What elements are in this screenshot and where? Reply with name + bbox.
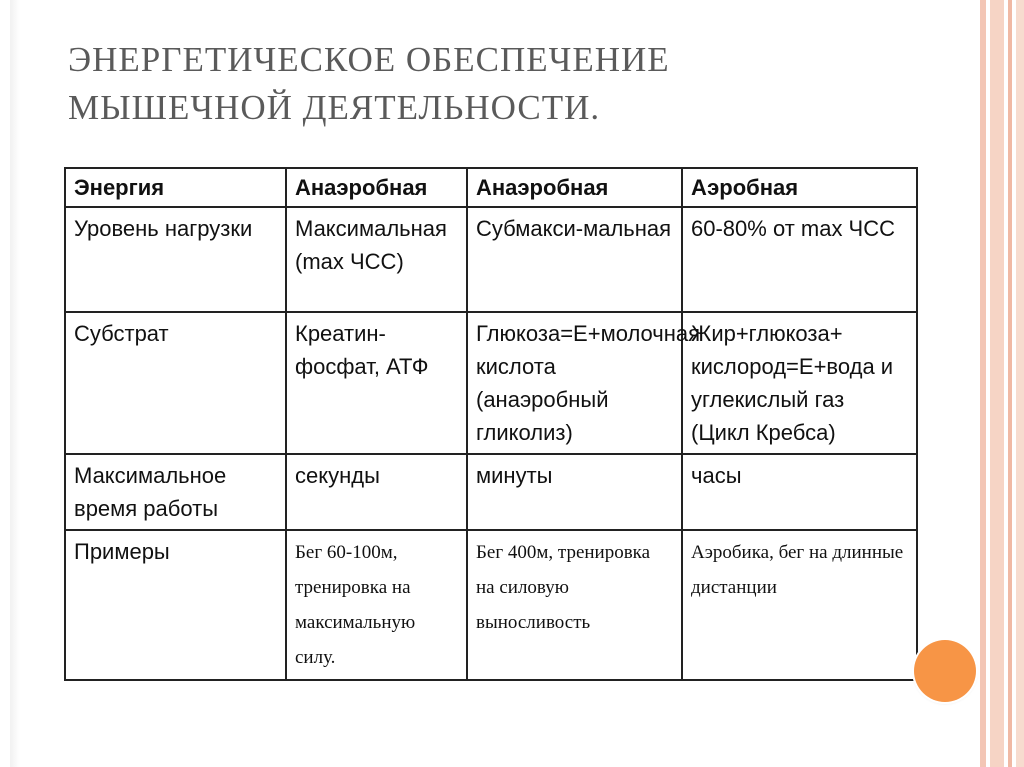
table-header-cell: Анаэробная [286,168,467,207]
table-cell: Креатин-фосфат, АТФ [286,312,467,454]
table-header-cell: Энергия [65,168,286,207]
table-cell: Максимальная (max ЧСС) [286,207,467,312]
table-row [65,530,917,680]
table-cell: 60-80% от max ЧСС [682,207,917,312]
slide-title-line-2: МЫШЕЧНОЙ ДЕЯТЕЛЬНОСТИ. [68,88,601,127]
table-header-row [65,168,917,207]
decorative-stripes [980,0,1024,767]
table-cell: Аэробика, бег на длинные дистанции [682,530,917,680]
table-row [65,454,917,530]
table-cell: часы [682,454,917,530]
table-header-cell: Анаэробная [467,168,682,207]
table-cell: секунды [286,454,467,530]
energy-table-container [64,167,916,681]
table-cell: минуты [467,454,682,530]
slide [10,0,1018,767]
table-header-cell: Аэробная [682,168,917,207]
stripe [1016,0,1024,767]
table-row [65,207,917,312]
row-label-substrate: Субстрат [65,312,286,454]
slide-left-edge [10,0,20,767]
table-row [65,312,917,454]
slide-title-line-1: ЭНЕРГЕТИЧЕСКОЕ ОБЕСПЕЧЕНИЕ [68,40,670,79]
slide-title [68,36,968,132]
table-cell: Субмакси-мальная [467,207,682,312]
energy-table [64,167,918,681]
stripe [980,0,986,767]
stripe [1008,0,1012,767]
stripe [990,0,1004,767]
row-label-time: Максимальное время работы [65,454,286,530]
table-cell: Глюкоза=Е+молочная кислота (анаэробный гликолиз) [467,312,682,454]
decorative-orange-circle [914,640,976,702]
row-label-examples: Примеры [65,530,286,680]
table-cell: Жир+глюкоза+ кислород=Е+вода и углекислый газ (Цикл Кребса) [682,312,917,454]
table-cell: Бег 60-100м, тренировка на максимальную силу. [286,530,467,680]
table-cell: Бег 400м, тренировка на силовую выносливость [467,530,682,680]
row-label-load: Уровень нагрузки [65,207,286,312]
